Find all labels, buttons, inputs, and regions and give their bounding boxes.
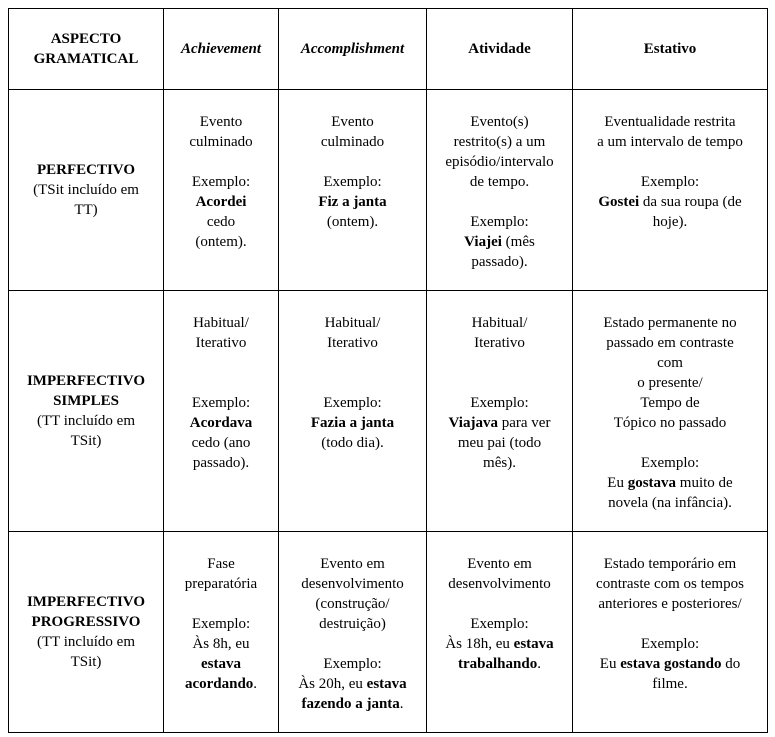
example-bold: Acordei [195, 194, 247, 210]
cell-text: Habitual/ [471, 315, 528, 331]
cell-text: episódio/intervalo [445, 154, 554, 170]
row-label-imperfectivo-simples [9, 291, 164, 532]
example-label: Exemplo: [470, 214, 529, 230]
example-bold: Viajava [448, 415, 498, 431]
label-line: (TSit incluído em [33, 182, 139, 198]
cell-text: Iterativo [195, 335, 247, 351]
cell-text: desenvolvimento [448, 576, 551, 592]
cell-text: Iterativo [474, 335, 525, 351]
cell-text: Evento em [320, 556, 385, 572]
example-bold: estava [366, 676, 407, 692]
cell-text: (ontem). [326, 214, 379, 230]
example-label: Exemplo: [191, 174, 251, 190]
cell-text: passado). [471, 254, 528, 270]
example-line [576, 192, 764, 212]
header-estativo: Estativo [573, 9, 768, 90]
cell-text: muito de [676, 475, 733, 491]
cell-text: de tempo. [469, 174, 530, 190]
cell-text: Evento(s) [470, 114, 529, 130]
cell-text: . [399, 696, 404, 712]
cell-text: (todo dia). [321, 435, 384, 451]
example-line [282, 694, 423, 714]
cell-progressivo-accomplishment [279, 532, 427, 733]
example-line [576, 654, 764, 674]
row-perfectivo [9, 90, 768, 291]
cell-text: passado). [192, 455, 250, 471]
cell-text: mês). [483, 455, 516, 471]
example-bold: gostava [627, 475, 677, 491]
cell-text: restrito(s) a um [453, 134, 546, 150]
label-bold: IMPERFECTIVO [26, 594, 146, 610]
example-label: Exemplo: [470, 616, 529, 632]
aspect-table-document [8, 8, 768, 733]
cell-simples-achievement [164, 291, 279, 532]
cell-text: Estado permanente no [603, 315, 737, 331]
example-bold: Acordava [189, 415, 253, 431]
cell-text: preparatória [184, 576, 258, 592]
example-line [282, 674, 423, 694]
header-aspecto-line1: ASPECTO [50, 31, 122, 47]
example-line [167, 674, 275, 694]
cell-text: meu pai (todo [457, 435, 542, 451]
cell-text: . [537, 656, 541, 672]
example-label: Exemplo: [323, 656, 382, 672]
cell-text: Habitual/ [193, 315, 249, 331]
cell-text: destruição) [319, 616, 386, 632]
header-atividade: Atividade [427, 9, 573, 90]
cell-perfectivo-accomplishment [279, 90, 427, 291]
cell-text: cedo (ano [191, 435, 251, 451]
cell-text: a um intervalo de tempo [597, 134, 743, 150]
example-bold: acordando [184, 676, 254, 692]
cell-text: desenvolvimento [301, 576, 404, 592]
label-line: (TT incluído em [36, 634, 136, 650]
cell-text: Evento [199, 114, 243, 130]
cell-simples-accomplishment [279, 291, 427, 532]
cell-text: da sua roupa (de [639, 194, 742, 210]
example-bold: Fazia a janta [310, 415, 395, 431]
label-bold: PROGRESSIVO [31, 614, 141, 630]
row-imperfectivo-simples [9, 291, 768, 532]
cell-text: Estado temporário em [603, 556, 737, 572]
cell-progressivo-estativo [573, 532, 768, 733]
cell-text: Habitual/ [324, 315, 381, 331]
label-bold: PERFECTIVO [36, 162, 136, 178]
cell-text: Iterativo [327, 335, 378, 351]
cell-text: Às 20h, eu [298, 676, 367, 692]
example-bold: estava [201, 656, 241, 672]
label-line: TT) [74, 202, 98, 218]
cell-simples-atividade [427, 291, 573, 532]
cell-perfectivo-atividade [427, 90, 573, 291]
cell-text: Tópico no passado [613, 415, 727, 431]
example-bold: Fiz a janta [318, 194, 387, 210]
cell-text: Eu [607, 475, 628, 491]
example-line [576, 473, 764, 493]
cell-text: Evento em [467, 556, 532, 572]
cell-text: o presente/ [637, 375, 703, 391]
cell-simples-estativo [573, 291, 768, 532]
header-accomplishment: Accomplishment [279, 9, 427, 90]
example-bold: trabalhando [458, 656, 538, 672]
cell-text: (construção/ [315, 596, 390, 612]
cell-text: filme. [652, 676, 688, 692]
label-line: (TT incluído em [36, 413, 136, 429]
example-label: Exemplo: [470, 395, 529, 411]
example-label: Exemplo: [640, 174, 700, 190]
cell-progressivo-atividade [427, 532, 573, 733]
header-aspecto-line2: GRAMATICAL [33, 51, 139, 67]
cell-text: (mês [501, 234, 535, 250]
example-label: Exemplo: [640, 636, 700, 652]
cell-text: cedo [206, 214, 236, 230]
row-label-perfectivo [9, 90, 164, 291]
cell-text: culminado [320, 134, 385, 150]
label-bold: IMPERFECTIVO [26, 373, 146, 389]
cell-text: Às 18h, eu [445, 636, 514, 652]
row-label-imperfectivo-progressivo [9, 532, 164, 733]
example-label: Exemplo: [323, 395, 382, 411]
aspect-table [8, 8, 768, 733]
example-bold: estava gostando [620, 656, 722, 672]
example-bold: Gostei [598, 194, 640, 210]
cell-text: Fase [207, 556, 235, 572]
example-label: Exemplo: [323, 174, 382, 190]
cell-text: para ver [497, 415, 551, 431]
cell-text: . [253, 676, 258, 692]
cell-text: culminado [189, 134, 253, 150]
cell-perfectivo-achievement [164, 90, 279, 291]
cell-text: do [721, 656, 741, 672]
header-achievement: Achievement [164, 9, 279, 90]
example-label: Exemplo: [640, 455, 700, 471]
cell-perfectivo-estativo [573, 90, 768, 291]
cell-text: Eventualidade restrita [604, 114, 736, 130]
header-row [9, 9, 768, 90]
example-label: Exemplo: [191, 616, 251, 632]
example-label: Exemplo: [191, 395, 251, 411]
row-imperfectivo-progressivo [9, 532, 768, 733]
cell-text: (ontem). [195, 234, 247, 250]
cell-text: Eu [599, 656, 621, 672]
label-line: TSit) [70, 654, 102, 670]
cell-text: Tempo de [640, 395, 700, 411]
cell-text: passado em contraste [606, 335, 734, 351]
example-bold: estava [513, 636, 554, 652]
cell-text: Evento [331, 114, 374, 130]
example-line [430, 413, 569, 433]
cell-text: com [657, 355, 683, 371]
cell-text: anteriores e posteriores/ [598, 596, 742, 612]
header-aspecto-gramatical [9, 9, 164, 90]
cell-progressivo-achievement [164, 532, 279, 733]
label-bold: SIMPLES [53, 393, 119, 409]
label-line: TSit) [70, 433, 102, 449]
example-bold: fazendo a janta [301, 696, 400, 712]
example-bold: Viajei [464, 234, 502, 250]
example-line [430, 634, 569, 654]
example-line [430, 232, 569, 252]
cell-text: hoje). [652, 214, 688, 230]
cell-text: Às 8h, eu [192, 636, 250, 652]
example-line [430, 654, 569, 674]
cell-text: contraste com os tempos [596, 576, 744, 592]
cell-text: novela (na infância). [608, 495, 732, 511]
